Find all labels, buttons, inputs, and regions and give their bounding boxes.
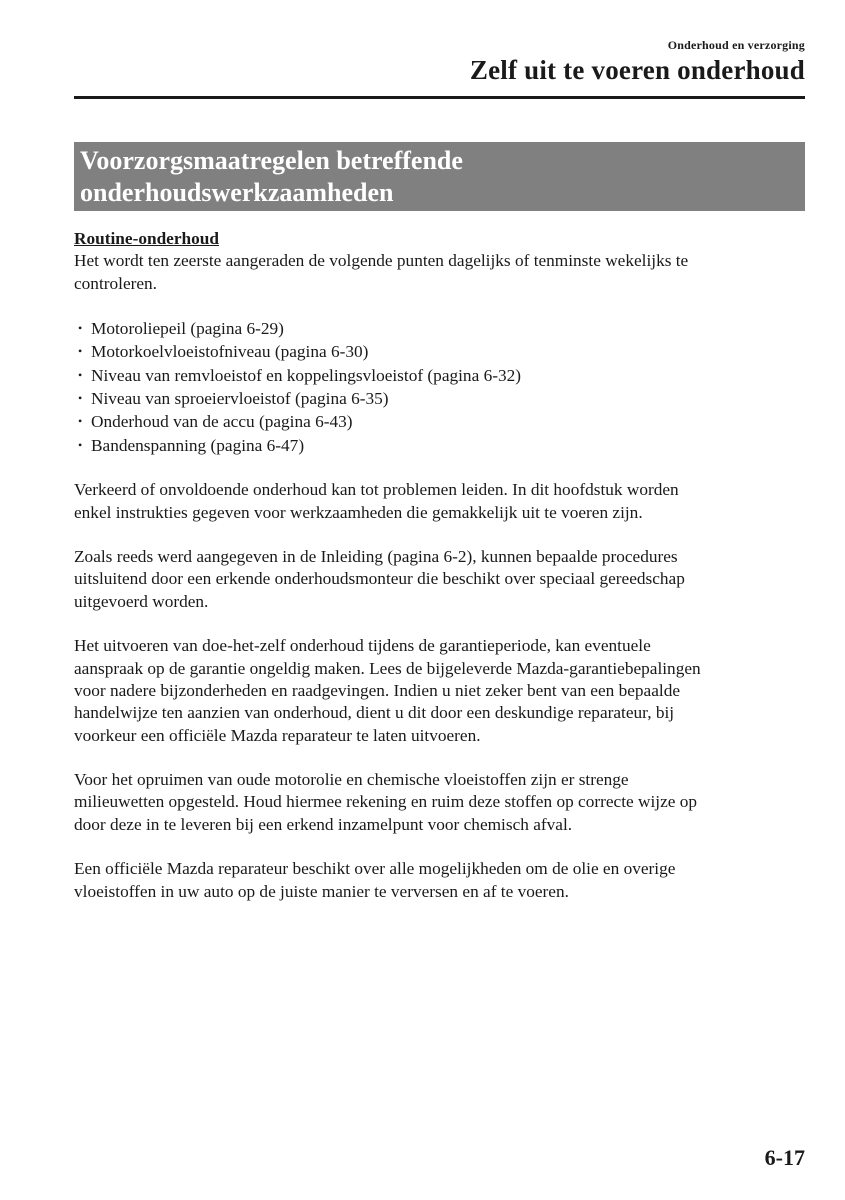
bullet-icon: • (78, 414, 83, 429)
list-item-text: Motoroliepeil (pagina 6-29) (91, 319, 284, 339)
bullet-icon: • (78, 344, 83, 359)
intro-line-2: controleren. (74, 273, 158, 293)
paragraph-dealer (74, 858, 805, 903)
header-rule (74, 96, 805, 99)
list-item-text: Onderhoud van de accu (pagina 6-43) (91, 412, 353, 432)
subheading-routine: Routine-onderhoud (74, 229, 220, 248)
list-item (78, 387, 805, 410)
list-item-text: Bandenspanning (pagina 6-47) (91, 435, 305, 455)
text-line: Het uitvoeren van doe-het-zelf onderhoud tijdens de garantieperiode, kan eventuele (74, 636, 651, 656)
text-line: handelwijze ten aanzien van onderhoud, dient u dit door een deskundige reparateur, bij (74, 703, 675, 723)
page-content (74, 228, 805, 903)
intro-line-1: Het wordt ten zeerste aangeraden de volgende punten dagelijks of tenminste wekelijks te (74, 251, 689, 271)
list-item (78, 410, 805, 433)
bullet-icon: • (78, 367, 83, 382)
bullet-icon: • (78, 437, 83, 452)
text-line: milieuwetten opgesteld. Houd hiermee rekening en ruim deze stoffen op correcte wijze op (74, 792, 698, 812)
text-line: Zoals reeds werd aangegeven in de Inleiding (pagina 6-2), kunnen bepaalde procedures (74, 547, 678, 567)
paragraph-warranty (74, 635, 805, 746)
paragraph-maintenance-problems (74, 479, 805, 524)
list-item-text: Motorkoelvloeistofniveau (pagina 6-30) (91, 342, 369, 362)
text-line: door deze in te leveren bij een erkend inzamelpunt voor chemisch afval. (74, 814, 573, 834)
section-title-box (74, 142, 805, 211)
chapter-title: Zelf uit te voeren onderhoud (469, 55, 805, 85)
list-item (78, 340, 805, 363)
running-head: Onderhoud en verzorging (667, 38, 805, 52)
text-line: vloeistoffen in uw auto op de juiste manier te verversen en af te voeren. (74, 881, 569, 901)
check-list (78, 317, 805, 457)
list-item-text: Niveau van remvloeistof en koppelingsvloeistof (pagina 6-32) (91, 365, 521, 385)
text-line: voorkeur een officiële Mazda reparateur te laten uitvoeren. (74, 725, 481, 745)
section-title-line-1: Voorzorgsmaatregelen betreffende (80, 146, 463, 175)
list-item-text: Niveau van sproeiervloeistof (pagina 6-35) (91, 389, 389, 409)
section-title-line-2: onderhoudswerkzaamheden (80, 178, 394, 207)
bullet-icon: • (78, 391, 83, 406)
text-line: aanspraak op de garantie ongeldig maken. Lees de bijgeleverde Mazda-garantiebepalingen (74, 658, 701, 678)
text-line: uitsluitend door een erkende onderhoudsmonteur die beschikt over speciaal gereedschap (74, 569, 685, 589)
text-line: enkel instrukties gegeven voor werkzaamheden die gemakkelijk uit te voeren zijn. (74, 502, 643, 522)
text-line: Een officiële Mazda reparateur beschikt over alle mogelijkheden om de olie en overige (74, 859, 676, 879)
paragraph-environment (74, 769, 805, 836)
text-line: uitgevoerd worden. (74, 591, 209, 611)
list-item (78, 317, 805, 340)
text-line: voor nadere bijzonderheden en raadgevingen. Indien u niet zeker bent van een bepaalde (74, 680, 680, 700)
paragraph-procedures (74, 546, 805, 613)
list-item (78, 364, 805, 387)
text-line: Voor het opruimen van oude motorolie en chemische vloeistoffen zijn er strenge (74, 770, 629, 790)
bullet-icon: • (78, 321, 83, 336)
page-number: 6-17 (764, 1145, 805, 1170)
text-line: Verkeerd of onvoldoende onderhoud kan tot problemen leiden. In dit hoofdstuk worden (74, 480, 679, 500)
list-item (78, 434, 805, 457)
